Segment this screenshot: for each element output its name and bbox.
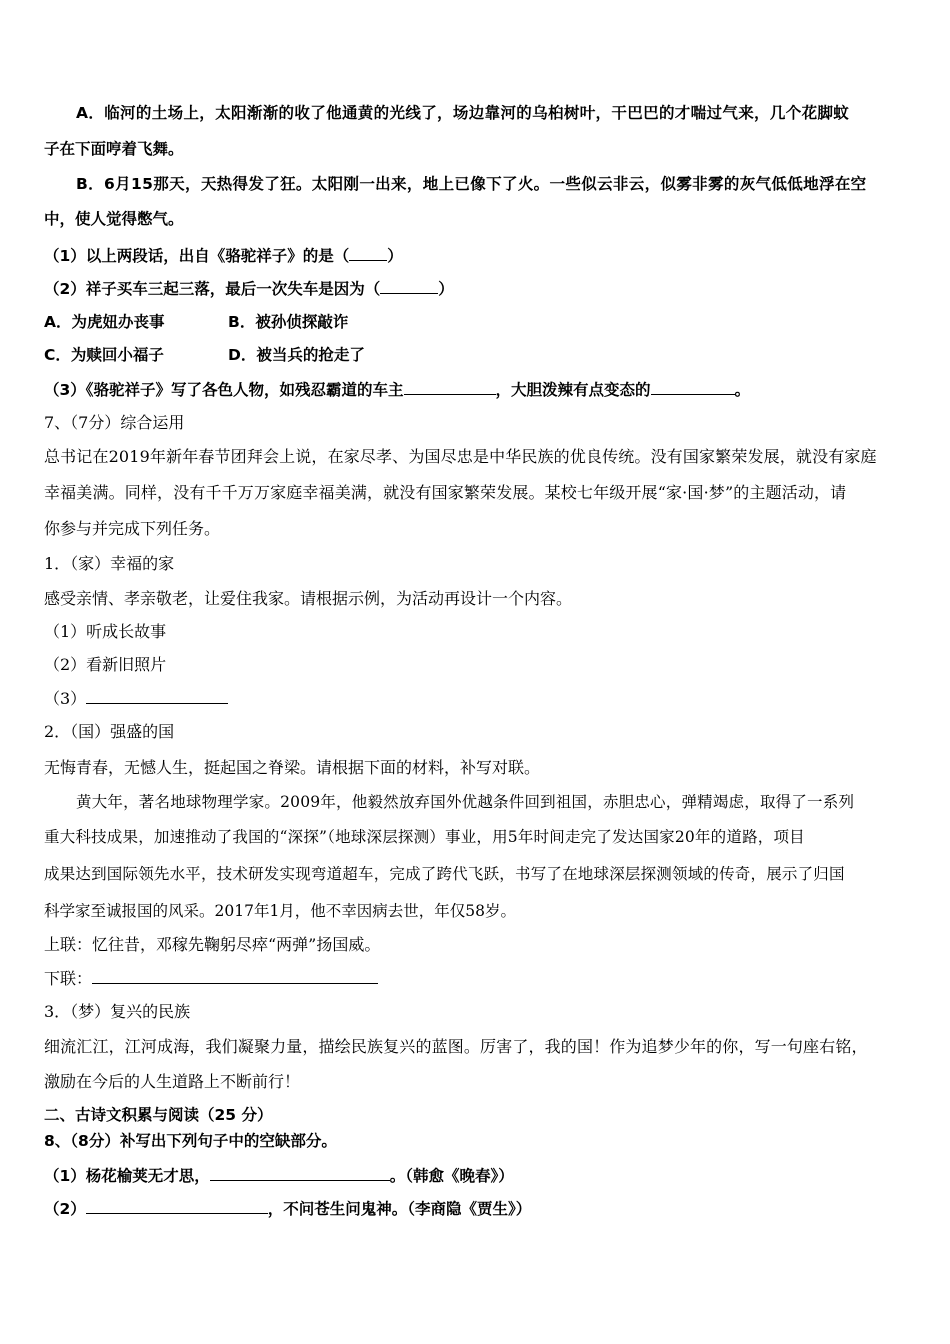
task1-title: 1．（家）幸福的家 — [44, 554, 175, 573]
q6-sub2-suffix: ） — [438, 280, 454, 298]
q7-intro-line3: 你参与并完成下列任务。 — [44, 519, 221, 538]
answer-blank[interactable] — [349, 244, 387, 261]
q8-line1-suffix: 。（韩愈《晚春》） — [389, 1167, 514, 1185]
q6-sub3-part3: 。 — [734, 381, 751, 399]
task3-desc-line1: 细流汇江，江河成海，我们凝聚力量，描绘民族复兴的蓝图。厉害了，我的国！作为追梦少年的你，写一句座右铭， — [44, 1037, 868, 1056]
answer-blank[interactable] — [86, 687, 228, 704]
q6-sub3-part1: （3）《骆驼祥子》写了各色人物，如残忍霸道的车主 — [44, 381, 404, 399]
q6-sub3 — [44, 378, 750, 401]
q6-sub1-prefix: （1）以上两段话，出自《骆驼祥子》的是（ — [44, 247, 350, 265]
task3-desc-line2: 激励在今后的人生道路上不断前行！ — [44, 1072, 301, 1091]
material-line3: 成果达到国际领先水平，技术研发实现弯道超车，完成了跨代飞跃，书写了在地球深层探测领域的传奇，展示了归国 — [44, 865, 845, 883]
option-d: D．被当兵的抢走了 — [228, 346, 365, 364]
task1-item1: （1）听成长故事 — [44, 622, 167, 641]
answer-blank[interactable] — [380, 277, 438, 294]
passage-a-line2: 子在下面哼着飞舞。 — [44, 140, 184, 158]
material-line4: 科学家至诚报国的风采。2017年1月，他不幸因病去世，年仅58岁。 — [44, 902, 517, 920]
q6-sub2 — [44, 277, 454, 300]
answer-blank[interactable] — [404, 378, 496, 395]
task1-item3-label: （3） — [44, 689, 87, 708]
task1-desc: 感受亲情、孝亲敬老，让爱住我家。请根据示例，为活动再设计一个内容。 — [44, 589, 573, 608]
q8-line1 — [44, 1164, 514, 1187]
option-a: A．为虎妞办丧事 — [44, 313, 165, 331]
answer-blank[interactable] — [210, 1164, 390, 1181]
passage-b-line2: 中，使人觉得憋气。 — [44, 210, 184, 228]
q8-line2 — [44, 1197, 531, 1220]
q6-sub3-part2: ，大胆泼辣有点变态的 — [495, 381, 651, 399]
q7-heading: 7、（7分）综合运用 — [44, 413, 185, 432]
task1-item3 — [44, 687, 228, 710]
task1-item2: （2）看新旧照片 — [44, 655, 167, 674]
couplet-upper: 上联：忆往昔，邓稼先鞠躬尽瘁“两弹”扬国威。 — [44, 935, 381, 954]
task3-title: 3．（梦）复兴的民族 — [44, 1002, 191, 1021]
q8-line2-suffix: ，不问苍生问鬼神。（李商隐《贾生》） — [267, 1200, 532, 1218]
q7-intro-line1: 总书记在2019年新年春节团拜会上说，在家尽孝、为国尽忠是中华民族的优良传统。没有国家繁荣发展，就没有家庭 — [44, 447, 877, 466]
q8-line1-prefix: （1）杨花榆荚无才思， — [44, 1167, 210, 1185]
material-line2: 重大科技成果，加速推动了我国的“深探”（地球深层探测）事业，用5年时间走完了发达国家20年的道路，项目 — [44, 828, 805, 846]
answer-blank[interactable] — [92, 967, 378, 984]
q8-line2-prefix: （2） — [44, 1200, 86, 1218]
answer-blank[interactable] — [651, 378, 735, 395]
passage-b-line1: B．6月15那天，天热得发了狂。太阳刚一出来，地上已像下了火。一些似云非云，似雾非雾的灰气低低地浮在空 — [76, 175, 867, 193]
section2-heading: 二、古诗文积累与阅读（25 分） — [44, 1106, 273, 1124]
q6-sub1 — [44, 244, 403, 267]
q8-heading: 8、（8分）补写出下列句子中的空缺部分。 — [44, 1132, 337, 1150]
option-c: C．为赎回小福子 — [44, 346, 164, 364]
answer-blank[interactable] — [86, 1197, 268, 1214]
task2-desc: 无悔青春，无憾人生，挺起国之脊梁。请根据下面的材料，补写对联。 — [44, 758, 541, 777]
q6-sub2-prefix: （2）祥子买车三起三落，最后一次失车是因为（ — [44, 280, 381, 298]
passage-a-line1: A．临河的土场上，太阳渐渐的收了他通黄的光线了，场边靠河的乌桕树叶，干巴巴的才喘过气来，几个花脚蚊 — [76, 104, 850, 122]
q6-sub1-suffix: ） — [387, 247, 403, 265]
material-line1: 黄大年，著名地球物理学家。2009年，他毅然放弃国外优越条件回到祖国，赤胆忠心，弹精竭虑，取得了一系列 — [76, 793, 855, 811]
couplet-lower-label: 下联： — [44, 969, 93, 988]
couplet-lower — [44, 967, 378, 990]
task2-title: 2．（国）强盛的国 — [44, 722, 175, 741]
q7-intro-line2: 幸福美满。同样，没有千千万万家庭幸福美满，就没有国家繁荣发展。某校七年级开展“家·国·梦”的主题活动，请 — [44, 483, 847, 502]
option-b: B．被孙侦探敲诈 — [228, 313, 349, 331]
